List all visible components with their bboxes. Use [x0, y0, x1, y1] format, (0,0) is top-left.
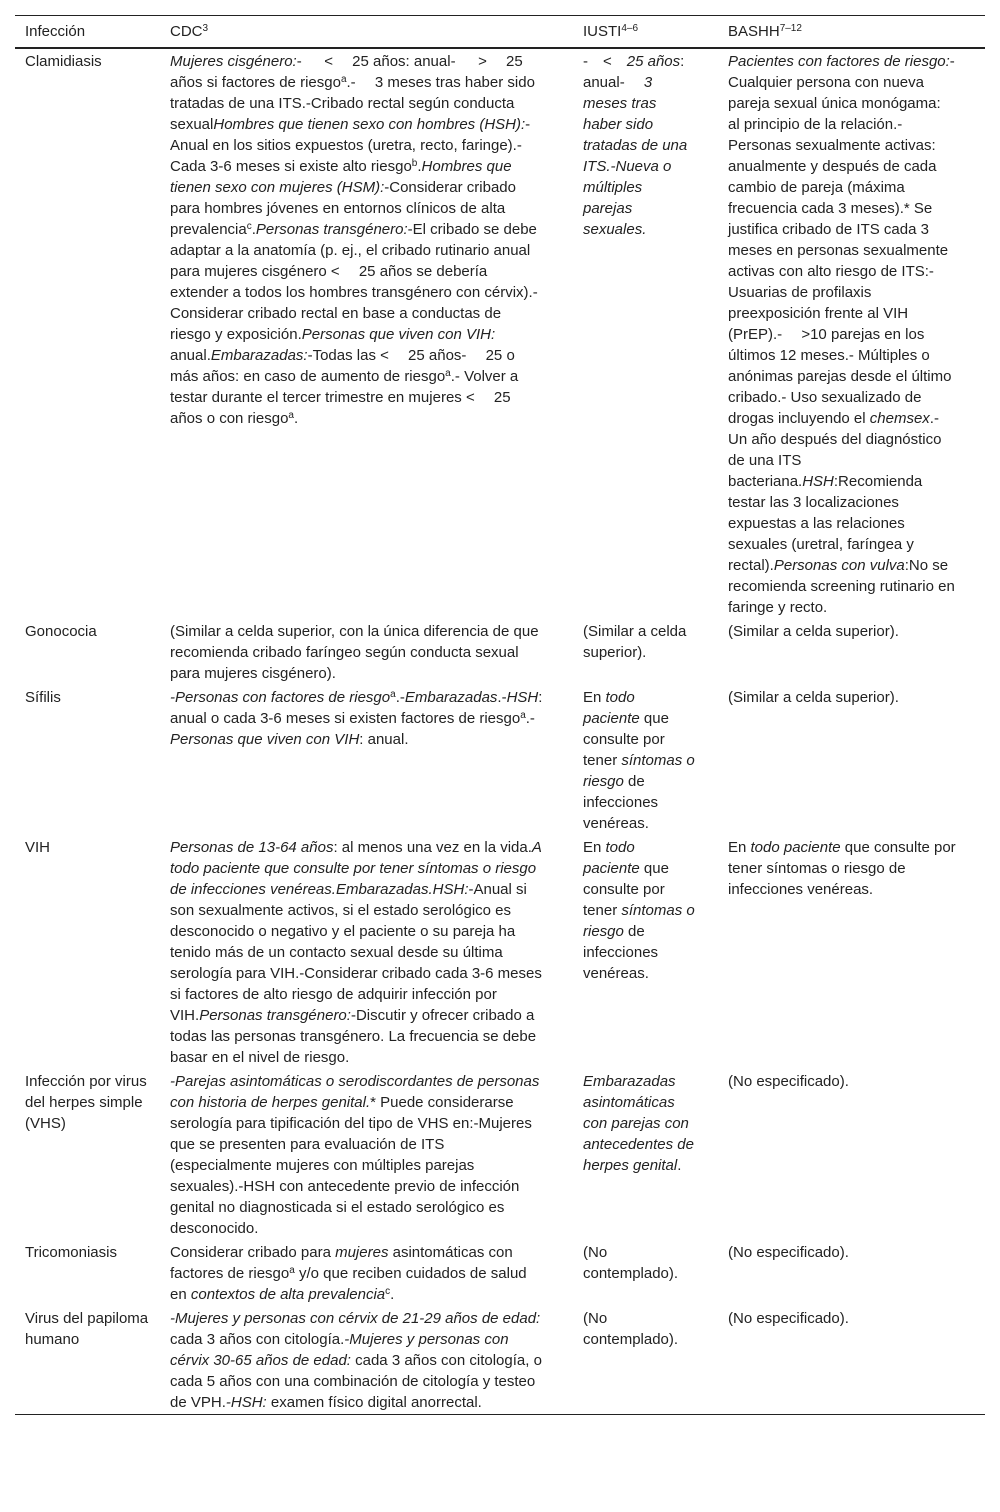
superscript-reference: c: [246, 221, 252, 232]
cell-text: VIH: [25, 839, 51, 856]
cell-infeccion: [15, 1069, 160, 1240]
cell-bashh: [718, 48, 985, 619]
cell-iusti: [573, 619, 718, 685]
superscript-reference: a: [445, 368, 451, 379]
cell-infeccion: [15, 1306, 160, 1415]
cell-text: todo paciente: [750, 839, 841, 856]
cell-text: que consulte por tener: [583, 860, 669, 919]
table-row-gonococia: [15, 619, 985, 685]
cell-text: (Similar a celda superior).: [728, 689, 899, 706]
table-row-vih: [15, 835, 985, 1069]
cell-cdc: [160, 48, 573, 619]
superscript-reference: b: [411, 158, 418, 169]
cell-text: - <: [583, 53, 627, 70]
cell-iusti: [573, 48, 718, 619]
cell-bashh: [718, 835, 985, 1069]
table-row-vhs: [15, 1069, 985, 1240]
cell-text: .-: [497, 689, 507, 706]
cell-text: todo paciente: [583, 689, 640, 727]
cell-text: Considerar cribado para: [170, 1244, 336, 1261]
cell-text: (Similar a celda superior, con la única diferencia de que recomienda cribado faríngeo según conducta sexual para mujeres cisgénero).: [170, 623, 539, 682]
cell-text: síntomas o riesgo: [583, 902, 695, 940]
superscript-reference: a: [520, 710, 526, 721]
cell-infeccion: [15, 619, 160, 685]
cell-text: .- 3 meses tras haber sido tratadas de una ITS.-Cribado rectal según conducta sexual: [170, 74, 535, 133]
cell-text: y/o que reciben cuidados de salud en: [170, 1265, 527, 1303]
cell-bashh: [718, 685, 985, 835]
table-row-sifilis: [15, 685, 985, 835]
cell-text: -Personas con factores de riesgo: [170, 689, 391, 706]
cell-infeccion: [15, 835, 160, 1069]
cell-text: (No especificado).: [728, 1244, 849, 1261]
superscript-reference: a: [390, 689, 396, 700]
cell-text: Virus del papiloma humano: [25, 1310, 149, 1348]
cell-iusti: [573, 685, 718, 835]
column-header-bashh: [718, 16, 985, 49]
cell-text: CDC: [170, 23, 203, 40]
cell-text: 3 meses tras haber sido tratadas de una ITS.-Nueva o múltiples parejas sexuales.: [583, 74, 688, 238]
cell-text: Personas con vulva: [773, 557, 905, 574]
cell-text: Embarazadas:: [210, 347, 308, 364]
cell-text: Mujeres cisgénero:: [170, 53, 297, 70]
cell-cdc: [160, 685, 573, 835]
cell-text: -Todas las < 25 años- 25 o más años: en caso de aumento de riesgo: [170, 347, 515, 385]
cell-text: -Anual en los sitios expuestos (uretra, recto, faringe).-Cada 3-6 meses si existe alto riesgo: [170, 116, 531, 175]
cell-text: (No contemplado).: [583, 1310, 679, 1348]
cell-text: -Considerar cribado para hombres jóvenes en entornos clínicos de alta prevalencia: [170, 179, 516, 238]
cell-cdc: [160, 1306, 573, 1415]
cell-text: Personas transgénero:: [199, 1007, 351, 1024]
cell-text: .- Un año después del diagnóstico de una ITS bacteriana.: [728, 410, 942, 490]
cell-text: Infección por virus del herpes simple (VHS): [25, 1073, 147, 1132]
cell-text: -Parejas asintomáticas o serodiscordantes de personas con historia de herpes genital.: [170, 1073, 540, 1111]
cell-text: Hombres que tienen sexo con hombres (HSH):: [213, 116, 526, 133]
cell-infeccion: [15, 48, 160, 619]
cell-text: .- Volver a testar durante el tercer trimestre en mujeres < 25 años o con riesgo: [170, 368, 519, 427]
cell-iusti: [573, 1069, 718, 1240]
cell-text: Personas que viven con VIH:: [301, 326, 496, 343]
table-header: [15, 16, 985, 49]
cell-text: contextos de alta prevalencia: [190, 1286, 386, 1303]
cell-text: Hombres que tienen sexo con mujeres (HSM):: [170, 158, 512, 196]
cell-text: mujeres: [335, 1244, 389, 1261]
cell-text: A todo paciente que consulte por tener síntomas o riesgo de infecciones venéreas.Embarazadas.HSH:: [170, 839, 542, 898]
cell-text: Personas de 13-64 años: [170, 839, 334, 856]
cell-infeccion: [15, 685, 160, 835]
column-header-iusti: [573, 16, 718, 49]
cell-text: Embarazadas asintomáticas con parejas con antecedentes de herpes genital: [583, 1073, 694, 1174]
superscript-reference: 7–12: [779, 23, 802, 34]
cell-text: cada 3 años con citología, o cada 5 años con una combinación de citología y testeo de VPH.: [170, 1352, 542, 1411]
cell-text: Personas transgénero:: [255, 221, 408, 238]
cell-text: que consulte por tener: [583, 710, 669, 769]
column-header-infeccion: [15, 16, 160, 49]
superscript-reference: 3: [202, 23, 209, 34]
cell-text: En: [728, 839, 751, 856]
cell-text: * Puede considerarse serología para tipificación del tipo de VHS en:-Mujeres que se presenten para evaluación de ITS (especialmente mujeres con múltiples parejas sexuales).-HSH con antecedente previo de infección genital no diagnosticada si el estado serológico es desconocido.: [170, 1094, 532, 1237]
cell-text: : al menos una vez en la vida.: [333, 839, 532, 856]
cell-text: (Similar a celda superior).: [728, 623, 899, 640]
screening-recommendations-table: [15, 15, 985, 1415]
cell-text: (Similar a celda superior).: [583, 623, 687, 661]
cell-text: -El cribado se debe adaptar a la anatomía (p. ej., el cribado rutinario anual para mujeres cisgénero < 25 años se debería extender a todos los hombres transgénero con cérvix).-Considerar cribado rectal en base a conductas de riesgo y exposición.: [170, 221, 538, 343]
cell-text: (No especificado).: [728, 1073, 849, 1090]
cell-iusti: [573, 835, 718, 1069]
cell-text: Clamidiasis: [25, 53, 102, 70]
cell-text: Embarazadas: [404, 689, 498, 706]
cell-iusti: [573, 1240, 718, 1306]
cell-text: BASHH: [728, 23, 780, 40]
superscript-reference: a: [340, 74, 347, 85]
cell-infeccion: [15, 1240, 160, 1306]
cell-bashh: [718, 1240, 985, 1306]
table-row-tricomoniasis: [15, 1240, 985, 1306]
column-header-cdc: [160, 16, 573, 49]
cell-text: En: [583, 689, 606, 706]
cell-cdc: [160, 1069, 573, 1240]
cell-text: (No contemplado).: [583, 1244, 679, 1282]
cell-text: Sífilis: [25, 689, 61, 706]
cell-cdc: [160, 1240, 573, 1306]
cell-text: - Cualquier persona con nueva pareja sexual única monógama: al principio de la relación.- Personas sexualmente activas: anualmente y después de cada cambio de pareja (máxima frecuencia cada 3 meses).* Se justifica cribado de ITS cada 3 meses en personas sexualmente activas con alto riesgo de ITS:- Usuarias de profilaxis preexposición frente al VIH (PrEP).- >10 parejas en los últimos 12 meses.- Múltiples o anónimas parejas desde el último cribado.- Uso sexualizado de drogas incluyendo el: [728, 53, 955, 427]
cell-text: .-: [395, 689, 405, 706]
cell-text: cada 3 años con citología.: [170, 1331, 345, 1348]
superscript-reference: a: [289, 1265, 295, 1276]
cell-text: Pacientes con factores de riesgo:: [728, 53, 950, 70]
cell-text: .-: [525, 710, 535, 727]
cell-text: que consulte por tener síntomas o riesgo de infecciones venéreas.: [728, 839, 956, 898]
superscript-reference: a: [288, 410, 294, 421]
cell-text: .: [390, 1286, 395, 1303]
cell-text: anual.: [170, 347, 211, 364]
table-body: [15, 48, 985, 1415]
cell-text: : anual-: [583, 53, 685, 91]
cell-cdc: [160, 835, 573, 1069]
cell-text: examen físico digital anorrectal.: [266, 1394, 482, 1411]
superscript-reference: 4–6: [621, 23, 639, 34]
cell-text: -Discutir y ofrecer cribado a todas las personas transgénero. La frecuencia se debe basar en el nivel de riesgo.: [170, 1007, 537, 1066]
cell-text: de infecciones venéreas.: [583, 923, 659, 982]
table-row-vph: [15, 1306, 985, 1415]
cell-bashh: [718, 619, 985, 685]
cell-iusti: [573, 1306, 718, 1415]
cell-text: todo paciente: [583, 839, 640, 877]
cell-text: HSH: [506, 689, 539, 706]
cell-text: .: [293, 410, 299, 427]
cell-text: de infecciones venéreas.: [583, 773, 659, 832]
cell-text: asintomáticas con factores de riesgo: [170, 1244, 513, 1282]
superscript-reference: c: [385, 1286, 391, 1297]
cell-text: Tricomoniasis: [25, 1244, 117, 1261]
cell-text: .: [251, 221, 256, 238]
cell-text: :Recomienda testar las 3 localizaciones expuestas a las relaciones sexuales (uretral, faríngea y rectal).: [728, 473, 923, 574]
cell-text: :No se recomienda screening rutinario en faringe y recto.: [728, 557, 955, 616]
cell-text: -Mujeres y personas con cérvix de 21-29 años de edad:: [170, 1310, 541, 1327]
cell-text: Infección: [25, 23, 86, 40]
cell-text: HSH: [802, 473, 834, 490]
cell-text: .: [417, 158, 422, 175]
cell-text: - < 25 años: anual- > 25 años si factores de riesgo: [170, 53, 523, 91]
cell-text: IUSTI: [583, 23, 622, 40]
cell-text: -Anual si son sexualmente activos, si el estado serológico es desconocido o negativo y el paciente o su pareja ha tenido más de un contacto sexual desde su última serología para VIH.-Considerar cribado cada 3-6 meses si factores de alto riesgo de adquirir infección por VIH.: [170, 881, 542, 1024]
cell-text: 25 años: [626, 53, 681, 70]
cell-text: Personas que viven con VIH: [170, 731, 360, 748]
cell-text: Gonococia: [25, 623, 97, 640]
cell-text: : anual o cada 3-6 meses si existen factores de riesgo: [170, 689, 543, 727]
header-row: [15, 16, 985, 49]
cell-text: -HSH:: [225, 1394, 267, 1411]
cell-text: -Mujeres y personas con cérvix 30-65 años de edad:: [170, 1331, 509, 1369]
cell-text: En: [583, 839, 606, 856]
cell-bashh: [718, 1306, 985, 1415]
cell-cdc: [160, 619, 573, 685]
cell-text: .: [677, 1157, 682, 1174]
cell-text: (No especificado).: [728, 1310, 849, 1327]
cell-bashh: [718, 1069, 985, 1240]
cell-text: : anual.: [359, 731, 409, 748]
cell-text: síntomas o riesgo: [583, 752, 695, 790]
cell-text: chemsex: [869, 410, 930, 427]
table-row-clamidiasis: [15, 48, 985, 619]
